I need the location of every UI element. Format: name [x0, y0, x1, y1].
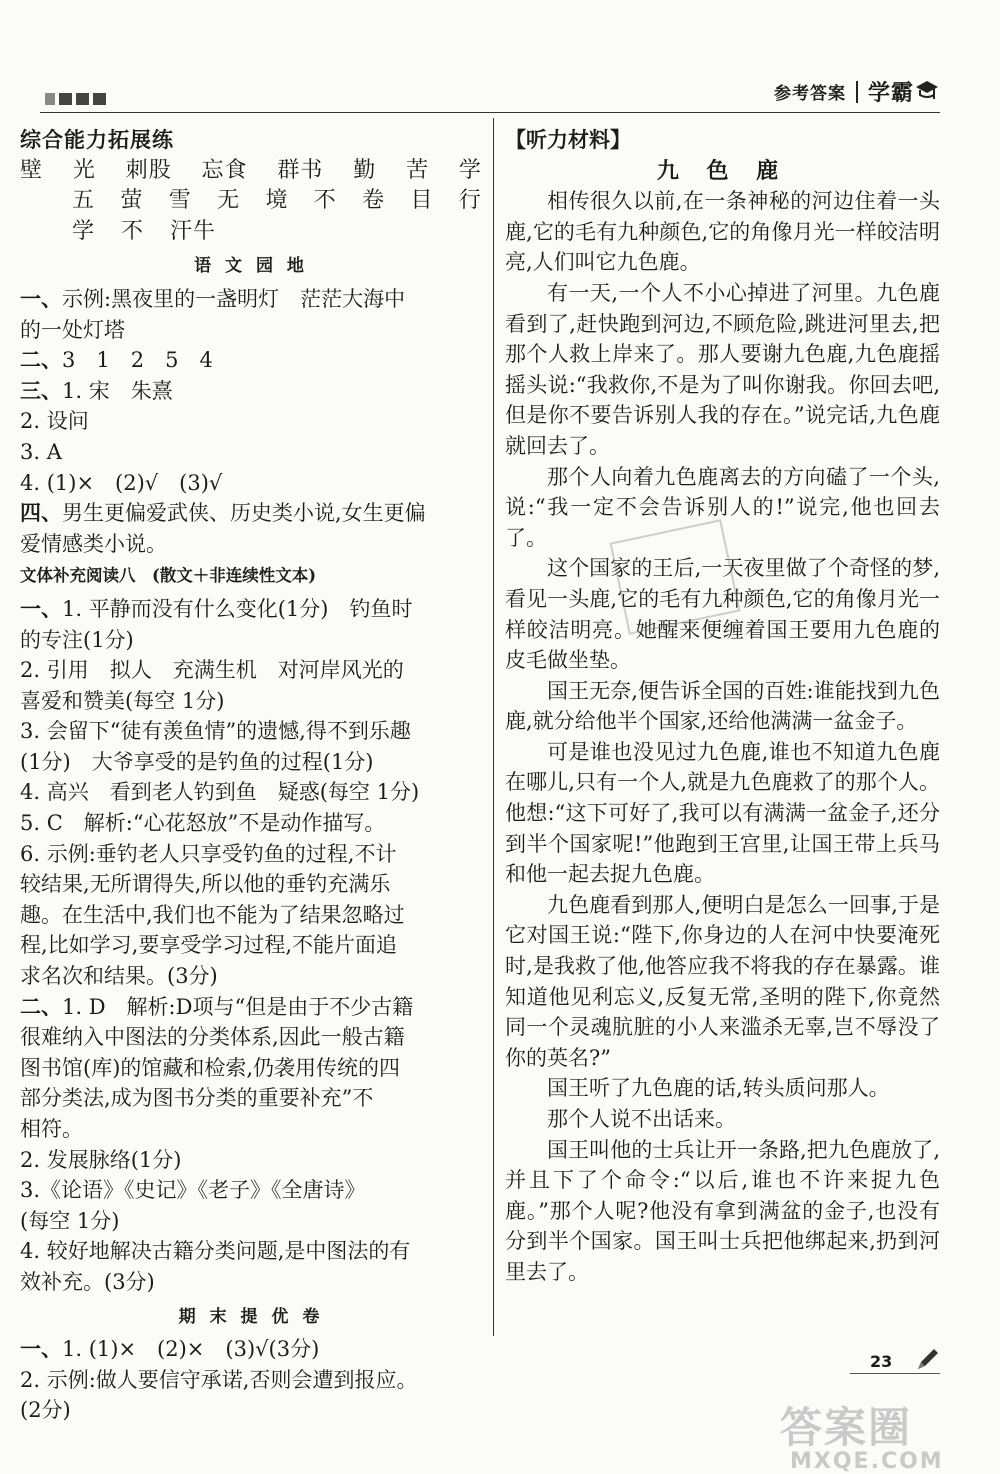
answer-text: 6. 示例:垂钓老人只享受钓鱼的过程,不计 — [20, 841, 397, 866]
answer-word: 学 — [72, 218, 96, 244]
answer-word: 萤 — [120, 188, 144, 214]
story-paragraph: 可是谁也没见过九色鹿,谁也不知道九色鹿在哪儿,只有一个人,就是九色鹿救了的那个人。他想:“这下可好了,我可以有满满一盆金子,还分到半个国家呢!”他跑到王宫里,让国王带上兵马和他一起去捉九色鹿。 — [505, 739, 940, 887]
answer-word: 境 — [265, 188, 289, 214]
answer-number: 二、 — [20, 993, 62, 1019]
answer-text: 效补充。(3分) — [20, 1269, 155, 1294]
answer-word: 五 — [72, 188, 96, 214]
answer-text: 求名次和结果。(3分) — [20, 964, 218, 989]
watermark — [780, 1395, 944, 1474]
answer-line — [20, 1145, 482, 1176]
section-title-final-exam: 期 末 提 优 卷 — [178, 1306, 324, 1327]
answer-word: 目 — [410, 188, 434, 214]
answer-line — [20, 1022, 482, 1053]
answer-line — [20, 1175, 482, 1206]
story-paragraph: 九色鹿看到那人,便明白是怎么一回事,于是它对国王说:“陛下,你身边的人在河中快要淹死时,是我救了他,他答应我不将我的存在暴露。谁知道他见利忘义,反复无常,圣明的陛下,你竟然同一个灵魂肮脏的小人来滥杀无辜,岂不辱没了你的英名?” — [505, 892, 940, 1070]
story-paragraph: 国王听了九色鹿的话,转头质问那人。 — [547, 1076, 890, 1101]
answer-word: 行 — [458, 188, 482, 214]
answer-text: 3.《论语》《史记》《老子》《全唐诗》 — [20, 1178, 366, 1203]
answer-line — [20, 1206, 482, 1237]
section-title-reading: 文体补充阅读八 (散文＋非连续性文本) — [20, 566, 317, 586]
story-paragraph: 这个国家的王后,一天夜里做了个奇怪的梦,看见一头鹿,它的毛有九种颜色,它的角像月光一样皎洁明亮。她醒来便缠着国王要用九色鹿的皮毛做坐垫。 — [505, 556, 940, 673]
answer-line — [20, 437, 482, 468]
graduation-cap-icon — [916, 79, 938, 105]
answer-text: 2. 发展脉络(1分) — [20, 1147, 182, 1172]
section-reading — [20, 594, 482, 1298]
story-paragraph: 有一天,一个人不小心掉进了河里。九色鹿看到了,赶快跑到河边,不顾危险,跳进河里去,把那个人救上岸来了。那人要谢九色鹿,九色鹿摇摇头说:“我救你,不是为了叫你谢我。你回去吧,但是你不要告诉别人我的存在。”说完话,九色鹿就回去了。 — [505, 280, 940, 458]
watermark-url: MXQE.COM — [790, 1449, 944, 1474]
section-title-yuwen-yuandi: 语 文 园 地 — [194, 256, 308, 277]
answer-number: 三、 — [20, 377, 62, 403]
left-heading: 综合能力拓展练 — [20, 128, 174, 152]
pencil-icon — [915, 1346, 941, 1372]
answer-text: 较结果,无所谓得失,所以他的垂钓充满乐 — [20, 872, 391, 897]
word-row — [20, 156, 482, 187]
right-column — [505, 125, 940, 1288]
answer-word: 学 — [458, 157, 482, 183]
answer-text: 4. 较好地解决古籍分类问题,是中图法的有 — [20, 1239, 411, 1264]
answer-text: (1分) 大爷享受的是钓鱼的过程(1分) — [20, 749, 374, 774]
answer-text: (2分) — [20, 1398, 71, 1423]
answer-line — [20, 930, 482, 961]
answer-line — [20, 655, 482, 686]
answer-line — [20, 406, 482, 437]
answer-text: 示例:黑夜里的一盏明灯 茫茫大海中 — [62, 286, 406, 311]
answer-text: 的一处灯塔 — [20, 317, 125, 342]
answer-line — [20, 345, 482, 376]
header-decoration — [45, 93, 106, 105]
answer-text: 程,比如学习,要享受学习过程,不能片面追 — [20, 933, 398, 958]
answer-text: 很难纳入中图法的分类体系,因此一般古籍 — [20, 1025, 405, 1050]
answer-text: 爱情感类小说。 — [20, 531, 167, 556]
answer-word: 群书 — [277, 157, 324, 183]
page-number: 23 — [870, 1352, 893, 1371]
answer-text: 1. D 解析:D项与“但是由于不少古籍 — [62, 994, 414, 1019]
answer-line — [20, 284, 482, 315]
answer-word: 忘食 — [201, 157, 248, 183]
answer-text: 2. 示例:做人要信守承诺,否则会遭到报应。 — [20, 1367, 418, 1392]
answer-word: 无 — [217, 188, 241, 214]
answer-line — [20, 716, 482, 747]
word-row — [20, 217, 482, 248]
section-final-exam — [20, 1334, 482, 1426]
listening-heading: 【听力材料】 — [505, 128, 631, 152]
answer-line — [20, 498, 482, 529]
answer-number: 四、 — [20, 500, 62, 526]
answer-line — [20, 376, 482, 407]
story-paragraph: 国王叫他的士兵让开一条路,把九色鹿放了,并且下了个命令:“以后,谁也不许来捉九色鹿。”那个人呢?他没有拿到满盆的金子,也没有分到半个国家。国王叫士兵把他绑起来,扔到河里去了。 — [505, 1137, 940, 1284]
column-divider — [493, 118, 494, 1336]
answer-word: 刺股 — [125, 157, 172, 183]
answer-text: 的专注(1分) — [20, 627, 134, 652]
answer-text: 1. 平静而没有什么变化(1分) 钓鱼时 — [62, 596, 413, 621]
answer-line — [20, 468, 482, 499]
answer-word: 光 — [72, 157, 96, 183]
story-paragraph: 国王无奈,便告诉全国的百姓:谁能找到九色鹿,就分给他半个国家,还给他满满一盆金子。 — [505, 678, 940, 734]
answer-line — [20, 747, 482, 778]
answer-text: 3. 会留下“徒有羡鱼情”的遗憾,得不到乐趣 — [20, 719, 411, 744]
page-number-rule — [850, 1373, 940, 1374]
story-title: 九 色 鹿 — [656, 157, 789, 184]
answer-line — [20, 625, 482, 656]
answer-line — [20, 1395, 482, 1426]
answer-line — [20, 1053, 482, 1084]
answer-text: 2. 设问 — [20, 409, 89, 434]
story-paragraph: 那个人向着九色鹿离去的方向磕了一个头,说:“我一定不会告诉别人的!”说完,他也回去了。 — [505, 464, 940, 550]
answer-text: 1. 宋 朱熹 — [62, 378, 173, 403]
answer-text: 趣。在生活中,我们也不能为了结果忽略过 — [20, 902, 405, 927]
word-row — [20, 186, 482, 217]
answer-word: 不 — [313, 188, 337, 214]
header-separator — [856, 81, 858, 103]
answer-line — [20, 839, 482, 870]
answer-text: 4. 高兴 看到老人钓到鱼 疑惑(每空 1分) — [20, 780, 420, 805]
answer-line — [20, 869, 482, 900]
answer-text: 相符。 — [20, 1117, 83, 1141]
watermark-logo-text: 答案圈 — [780, 1403, 913, 1452]
answer-line — [20, 992, 482, 1023]
answer-text: 3. A — [20, 439, 62, 464]
answer-number: 一、 — [20, 285, 62, 311]
answer-line — [20, 686, 482, 717]
answer-text: 部分类法,成为图书分类的重要补充”不 — [20, 1086, 374, 1111]
header-rule — [40, 112, 940, 113]
answer-word: 不 — [121, 218, 145, 244]
answer-text: 3 1 2 5 4 — [62, 348, 213, 373]
answer-text: (每空 1分) — [20, 1208, 120, 1233]
answer-number: 二、 — [20, 347, 62, 373]
answer-text: 图书馆(库)的馆藏和检索,仍袭用传统的四 — [20, 1055, 401, 1080]
answer-line — [20, 1334, 482, 1365]
answer-text: 喜爱和赞美(每空 1分) — [20, 688, 225, 713]
story-body — [505, 186, 940, 1287]
answer-line — [20, 315, 482, 346]
answer-line — [20, 1236, 482, 1267]
header-brand: 学霸 — [867, 81, 914, 106]
header-reference-label: 参考答案 — [773, 84, 846, 104]
answer-word: 壁 — [20, 157, 44, 183]
answer-number: 一、 — [20, 595, 62, 621]
answer-line — [20, 1365, 482, 1396]
answer-text: 5. C 解析:“心花怒放”不是动作描写。 — [20, 811, 386, 836]
page-header — [774, 76, 938, 107]
answer-line — [20, 900, 482, 931]
answer-line — [20, 1267, 482, 1298]
answer-text: 1. (1)× (2)× (3)√(3分) — [62, 1337, 320, 1362]
left-column — [20, 125, 482, 1426]
section-yuwen-yuandi — [20, 284, 482, 559]
answer-text: 4. (1)× (2)√ (3)√ — [20, 470, 223, 495]
answer-number: 一、 — [20, 1336, 62, 1362]
answer-line — [20, 808, 482, 839]
answer-word: 卷 — [362, 188, 386, 214]
answer-word: 汗牛 — [170, 218, 217, 244]
answer-line — [20, 1083, 482, 1114]
answer-line — [20, 529, 482, 560]
answer-line — [20, 961, 482, 992]
answer-text: 2. 引用 拟人 充满生机 对河岸风光的 — [20, 658, 404, 683]
answer-line — [20, 1114, 482, 1145]
story-paragraph: 那个人说不出话来。 — [547, 1107, 736, 1131]
answer-line — [20, 594, 482, 625]
answer-text: 男生更偏爱武侠、历史类小说,女生更偏 — [62, 501, 426, 526]
answer-word: 雪 — [168, 188, 192, 214]
answer-line — [20, 777, 482, 808]
story-paragraph: 相传很久以前,在一条神秘的河边住着一头鹿,它的毛有九种颜色,它的角像月光一样皎洁明亮,人们叫它九色鹿。 — [505, 189, 940, 275]
answer-word: 勤 — [353, 157, 377, 183]
answer-word: 苦 — [406, 157, 430, 183]
